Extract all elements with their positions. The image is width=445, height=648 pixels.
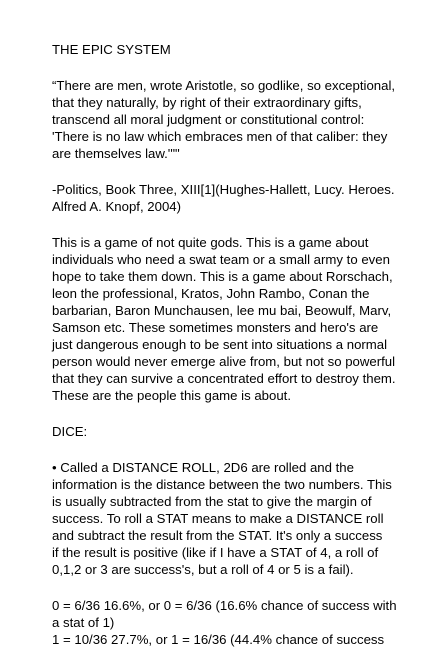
odds-line: a stat of 1) <box>52 615 115 630</box>
dice-heading-text: DICE: <box>52 424 88 439</box>
intro-line: just dangerous enough to be sent into situations a normal <box>52 337 388 352</box>
distance-roll-paragraph <box>52 459 407 578</box>
intro-line: leon the professional, Kratos, John Rambo, Conan the <box>52 286 370 301</box>
citation-line: -Politics, Book Three, XIII[1](Hughes-Hallett, Lucy. Heroes. <box>52 182 395 197</box>
intro-line: barbarian, Baron Munchausen, lee mu bai, Beowulf, Marv, <box>52 303 392 318</box>
intro-line: individuals who need a swat team or a small army to even <box>52 252 390 267</box>
intro-line: that they can survive a concentrated effort to destroy them. <box>52 371 396 386</box>
aristotle-quote <box>52 77 407 162</box>
distance-roll-line: information is the distance between the two numbers. This <box>52 477 392 492</box>
quote-line: 'There is no law which embraces men of that caliber: they <box>52 129 388 144</box>
title-text: THE EPIC SYSTEM <box>52 42 171 57</box>
quote-citation <box>52 181 407 215</box>
quote-line: are themselves law.'"" <box>52 146 180 161</box>
odds-line: 1 = 10/36 27.7%, or 1 = 16/36 (44.4% chance of success <box>52 632 385 647</box>
dice-heading <box>52 423 407 440</box>
distance-roll-line: • Called a DISTANCE ROLL, 2D6 are rolled and the <box>52 460 354 475</box>
quote-line: “There are men, wrote Aristotle, so godlike, so exceptional, <box>52 78 396 93</box>
intro-paragraph <box>52 234 407 404</box>
intro-line: This is a game of not quite gods. This is a game about <box>52 235 369 250</box>
odds-line: 0 = 6/36 16.6%, or 0 = 6/36 (16.6% chance of success with <box>52 598 397 613</box>
distance-roll-line: and subtract the result from the STAT. It's only a success <box>52 528 383 543</box>
odds-paragraph <box>52 597 407 648</box>
intro-line: Samson etc. These sometimes monsters and hero's are <box>52 320 379 335</box>
document-title <box>52 41 407 58</box>
distance-roll-line: is usually subtracted from the stat to give the margin of <box>52 494 372 509</box>
distance-roll-line: 0,1,2 or 3 are success's, but a roll of 4 or 5 is a fail). <box>52 562 354 577</box>
citation-line: Alfred A. Knopf, 2004) <box>52 199 182 214</box>
distance-roll-line: if the result is positive (like if I have a STAT of 4, a roll of <box>52 545 379 560</box>
intro-line: person would never emerge alive from, but not so powerful <box>52 354 396 369</box>
quote-line: that they naturally, by right of their extraordinary gifts, <box>52 95 362 110</box>
distance-roll-line: success. To roll a STAT means to make a DISTANCE roll <box>52 511 384 526</box>
intro-line: hope to take them down. This is a game about Rorschach, <box>52 269 393 284</box>
intro-line: These are the people this game is about. <box>52 388 291 403</box>
quote-line: transcend all moral judgment or constitutional control: <box>52 112 365 127</box>
